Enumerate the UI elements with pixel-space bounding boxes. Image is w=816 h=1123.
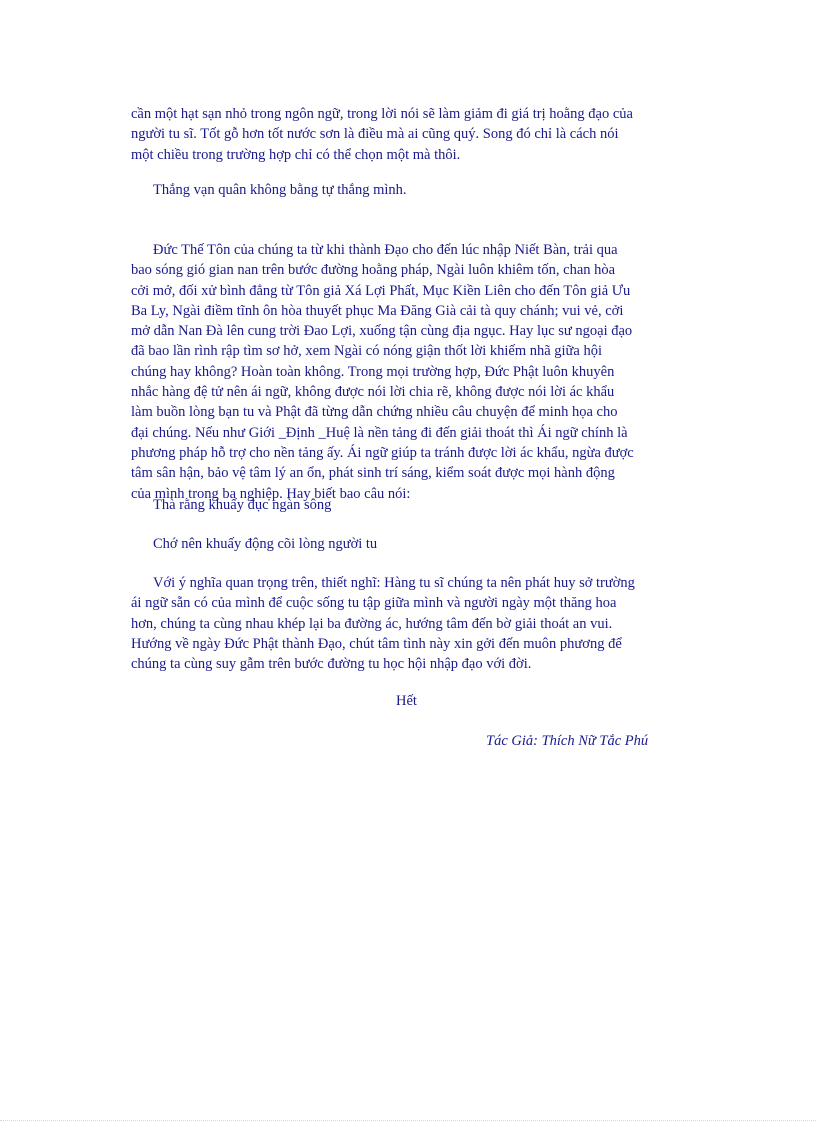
paragraph-line: đại chúng. Nếu như Giới _Định _Huệ là nền tảng đi đến giải thoát thì Ái ngữ chính là xyxy=(131,424,628,441)
paragraph-line: phương pháp hỗ trợ cho nền tảng ấy. Ái ngữ giúp ta tránh được lời ác khẩu, ngừa được xyxy=(131,444,634,461)
paragraph-line: của mình trong ba nghiệp. Hay biết bao câu nói: xyxy=(131,485,411,502)
paragraph-line: mở dẫn Nan Đà lên cung trời Đao Lợi, xuống tận cùng địa ngục. Hay lục sư ngoại đạo xyxy=(131,323,633,340)
paragraph-line: Với ý nghĩa quan trọng trên, thiết nghĩ: Hàng tu sĩ chúng ta nên phát huy sở trường xyxy=(153,575,635,591)
verse-line-2 xyxy=(131,534,691,554)
paragraph-line: đã bao lần rình rập tìm sơ hở, xem Ngài có nóng giận thốt lời khiếm nhã giữa hội xyxy=(131,343,603,360)
paragraph-line: Đức Thế Tôn của chúng ta từ khi thành Đạo cho đến lúc nhập Niết Bàn, trải qua xyxy=(153,242,618,258)
paragraph-line: Hướng về ngày Đức Phật thành Đạo, chút tâm tình này xin gởi đến muôn phương để xyxy=(131,635,622,652)
paragraph-line: cần một hạt sạn nhỏ trong ngôn ngữ, trong lời nói sẽ làm giảm đi giá trị hoằng đạo của xyxy=(131,106,633,122)
paragraph-line: một chiều trong trường hợp chỉ có thể chọn một mà thôi. xyxy=(131,146,461,163)
paragraph-line: người tu sĩ. Tốt gỗ hơn tốt nước sơn là điều mà ai cũng quý. Song đó chỉ là cách nói xyxy=(131,126,619,143)
paragraph-6 xyxy=(131,573,691,674)
paragraph-3 xyxy=(131,240,691,504)
page-bottom-divider xyxy=(0,1120,816,1121)
paragraph-line: nhắc hàng đệ tử nên ái ngữ, không được nói lời chia rẽ, không được nói lời ác khẩu xyxy=(131,384,615,401)
paragraph-line: hơn, chúng ta cùng nhau khép lại ba đường ác, hướng tâm đến bờ giải thoát an vui. xyxy=(131,615,613,632)
paragraph-2 xyxy=(131,180,691,200)
paragraph-line: làm buồn lòng bạn tu và Phật đã từng dẫn chứng nhiều câu chuyện để minh họa cho xyxy=(131,404,618,421)
ending-text: Hết xyxy=(396,693,417,709)
paragraph-line: Thắng vạn quân không bằng tự thắng mình. xyxy=(153,182,407,198)
paragraph-line: chúng ta cùng suy gẫm trên bước đường tu học hội nhập đạo với đời. xyxy=(131,656,532,673)
paragraph-line: Ba Ly, Ngài điềm tĩnh ôn hòa thuyết phục Ma Đăng Già cải tà quy chánh; vui vẻ, cởi xyxy=(131,302,624,319)
paragraph-line: ái ngữ sẵn có của mình để cuộc sống tu tập giữa mình và người ngày một thăng hoa xyxy=(131,595,617,612)
paragraph-line: Thà rằng khuấy đục ngàn sông xyxy=(153,497,332,513)
paragraph-line: Chớ nên khuấy động cõi lòng người tu xyxy=(153,536,378,552)
paragraph-line: bao sóng gió gian nan trên bước đường hoằng pháp, Ngài luôn khiêm tốn, chan hòa xyxy=(131,262,616,279)
paragraph-1 xyxy=(131,104,691,165)
paragraph-line: cởi mở, đối xử bình đẳng từ Tôn giả Xá Lợi Phất, Mục Kiền Liên cho đến Tôn giả Ưu xyxy=(131,282,631,299)
paragraph-line: chúng hay không? Hoàn toàn không. Trong mọi trường hợp, Đức Phật luôn khuyên xyxy=(131,363,615,380)
paragraph-line: tâm sân hận, bảo vệ tâm lý an ổn, phát sinh trí sáng, kiểm soát được mọi hành động xyxy=(131,465,615,482)
verse-line-1 xyxy=(131,495,691,515)
author-signature: Tác Giả: Thích Nữ Tắc Phú xyxy=(486,733,649,749)
